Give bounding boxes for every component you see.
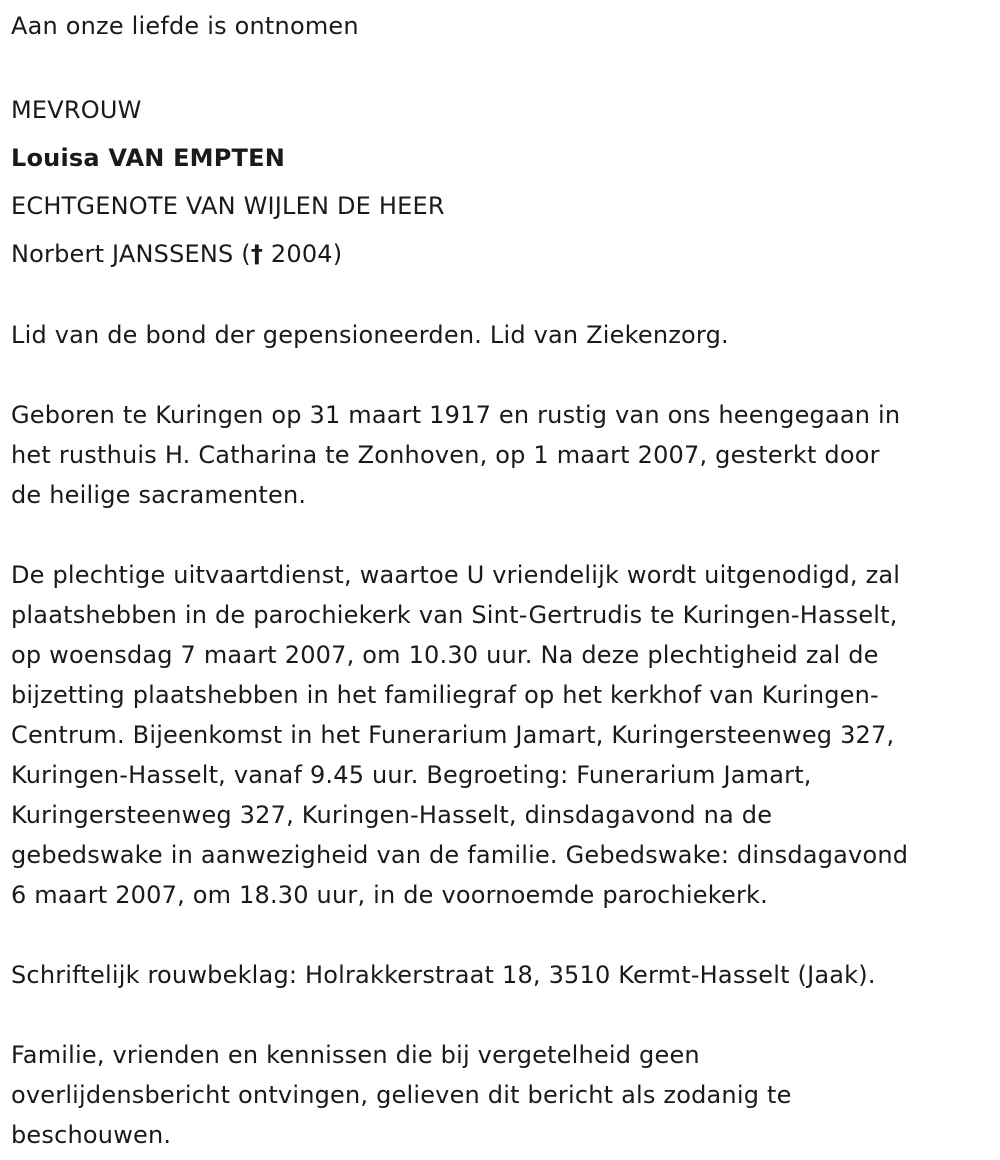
spouse-line: [11, 230, 991, 278]
paragraph-line: Familie, vrienden en kennissen die bij vergetelheid geen: [11, 1041, 700, 1069]
paragraph-line: overlijdensbericht ontvingen, gelieven dit bericht als zodanig te: [11, 1081, 792, 1109]
paragraph-line: Schriftelijk rouwbeklag: Holrakkerstraat 18, 3510 Kermt-Hasselt (Jaak).: [11, 961, 876, 989]
paragraph-line: Kuringen-Hasselt, vanaf 9.45 uur. Begroeting: Funerarium Jamart,: [11, 761, 812, 789]
closing-paragraph: [11, 1035, 991, 1155]
paragraph-line: beschouwen.: [11, 1121, 172, 1149]
paragraph-line: het rusthuis H. Catharina te Zonhoven, op 1 maart 2007, gesterkt door: [11, 441, 880, 469]
paragraph-line: Geboren te Kuringen op 31 maart 1917 en rustig van ons heengegaan in: [11, 401, 901, 429]
paragraph-line: plaatshebben in de parochiekerk van Sint-Gertrudis te Kuringen-Hasselt,: [11, 601, 898, 629]
honorific: MEVROUW: [11, 96, 142, 124]
birth-death-paragraph: [11, 395, 991, 515]
deceased-header: [11, 86, 991, 278]
spouse-death-year: 2004): [263, 240, 343, 268]
membership-paragraph: [11, 315, 991, 355]
paragraph-line: Lid van de bond der gepensioneerden. Lid van Ziekenzorg.: [11, 321, 729, 349]
condolences-paragraph: [11, 955, 991, 995]
funeral-service-paragraph: [11, 555, 991, 915]
spouse-name: Norbert JANSSENS (: [11, 240, 251, 268]
cross-icon: †: [250, 240, 264, 268]
paragraph-line: Centrum. Bijeenkomst in het Funerarium Jamart, Kuringersteenweg 327,: [11, 721, 895, 749]
obituary-document: [11, 6, 991, 1155]
paragraph-line: Kuringersteenweg 327, Kuringen-Hasselt, dinsdagavond na de: [11, 801, 773, 829]
deceased-name: Louisa VAN EMPTEN: [11, 144, 286, 172]
intro-line: Aan onze liefde is ontnomen: [11, 12, 359, 40]
paragraph-line: bijzetting plaatshebben in het familiegraf op het kerkhof van Kuringen-: [11, 681, 879, 709]
paragraph-line: 6 maart 2007, om 18.30 uur, in de voornoemde parochiekerk.: [11, 881, 768, 909]
spouse-relation: ECHTGENOTE VAN WIJLEN DE HEER: [11, 192, 445, 220]
paragraph-line: gebedswake in aanwezigheid van de familie. Gebedswake: dinsdagavond: [11, 841, 909, 869]
paragraph-line: op woensdag 7 maart 2007, om 10.30 uur. Na deze plechtigheid zal de: [11, 641, 879, 669]
paragraph-line: de heilige sacramenten.: [11, 481, 307, 509]
paragraph-line: De plechtige uitvaartdienst, waartoe U vriendelijk wordt uitgenodigd, zal: [11, 561, 901, 589]
